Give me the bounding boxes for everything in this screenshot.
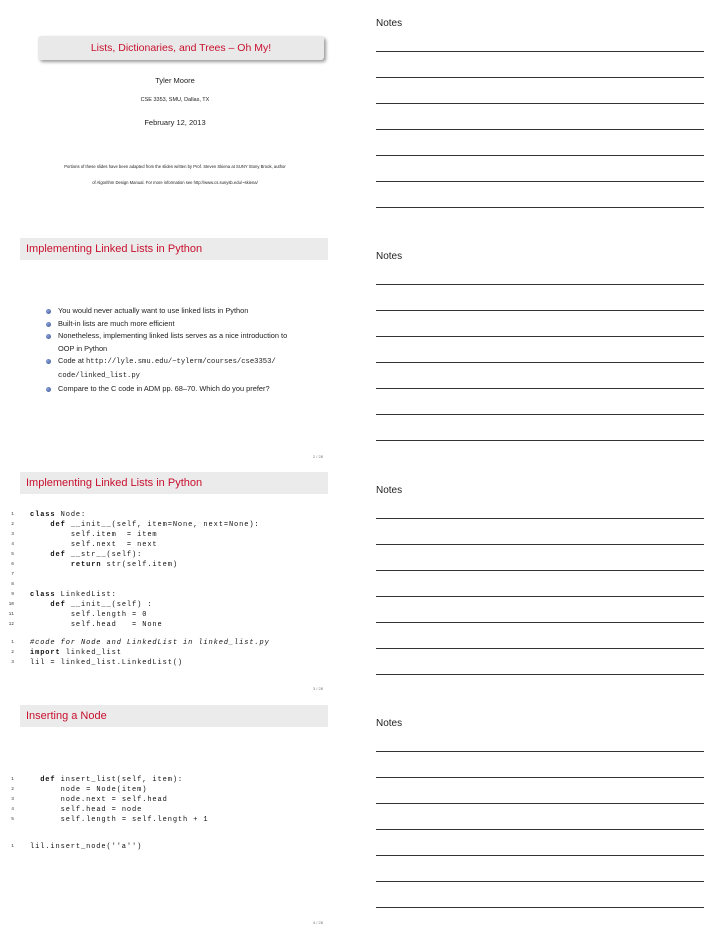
notes-line	[376, 855, 704, 856]
line-number: 1	[11, 640, 14, 645]
code-line: 3 lil = linked_list.LinkedList()	[30, 658, 270, 668]
code-line: 3 node.next = self.head	[30, 795, 209, 805]
notes-line	[376, 207, 704, 208]
page-number: 2 / 28	[313, 454, 324, 459]
notes-line	[376, 803, 704, 804]
notes-line	[376, 336, 704, 337]
notes-line	[376, 570, 704, 571]
notes-panel-1	[376, 0, 704, 230]
notes-line	[376, 362, 704, 363]
affiliation: CSE 3353, SMU, Dallas, TX	[140, 97, 210, 103]
notes-line	[376, 388, 704, 389]
code-line: 5 def __str__(self):	[30, 550, 260, 560]
bullet-list	[40, 305, 330, 395]
code-line: 4 self.head = node	[30, 805, 209, 815]
page-number: 4 / 28	[313, 920, 324, 925]
notes-line	[376, 518, 704, 519]
notes-line	[376, 777, 704, 778]
code-line: 4 self.next = next	[30, 540, 260, 550]
notes-line	[376, 596, 704, 597]
line-number: 6	[11, 562, 14, 567]
line-number: 8	[11, 582, 14, 587]
line-number: 9	[11, 592, 14, 597]
notes-line	[376, 77, 704, 78]
notes-line	[376, 310, 704, 311]
notes-line	[376, 103, 704, 104]
notes-label: Notes	[376, 251, 403, 262]
code-line: 12 self.head = None	[30, 620, 260, 630]
line-number: 1	[11, 512, 14, 517]
footnote-line-1: Portions of these slides have been adapted from the slides written by Prof. Steven Skiena at SUNY Stony Brook, author	[64, 164, 286, 169]
line-number: 2	[11, 650, 14, 655]
notes-line	[376, 648, 704, 649]
presentation-title: Lists, Dictionaries, and Trees – Oh My!	[38, 36, 324, 60]
line-number: 4	[11, 807, 14, 812]
code-line: 11 self.length = 0	[30, 610, 260, 620]
code-line	[11, 570, 260, 580]
code-line: 9 class LinkedList:	[30, 590, 260, 600]
code-block	[11, 775, 209, 825]
notes-line	[376, 907, 704, 908]
line-number: 10	[8, 602, 14, 607]
code-line: 6 return str(self.item)	[30, 560, 260, 570]
code-line: 5 self.length = self.length + 1	[30, 815, 209, 825]
code-block	[11, 842, 143, 852]
notes-line	[376, 751, 704, 752]
code-line	[11, 580, 260, 590]
notes-line	[376, 622, 704, 623]
notes-line	[376, 181, 704, 182]
list-item: Nonetheless, implementing linked lists serves as a nice introduction to OOP in Python	[40, 330, 330, 355]
line-number: 5	[11, 817, 14, 822]
code-block	[11, 638, 270, 668]
footnote-line-2: of Algorithm Design Manual. For more information see http://www.cs.sunysb.edu/~skiena/	[92, 180, 258, 185]
notes-label: Notes	[376, 18, 403, 29]
line-number: 3	[11, 797, 14, 802]
code-url: http://lyle.smu.edu/~tylerm/courses/cse3353/	[85, 358, 276, 367]
notes-panel-4	[376, 707, 704, 927]
line-number: 2	[11, 787, 14, 792]
date: February 12, 2013	[144, 118, 206, 127]
code-block	[8, 510, 260, 630]
list-item: Code at http://lyle.smu.edu/~tylerm/courses/cse3353/ code/linked_list.py	[40, 355, 330, 382]
bullet-icon	[46, 322, 51, 327]
line-number: 2	[11, 522, 14, 527]
list-item: Built-in lists are much more efficient	[40, 318, 330, 331]
notes-line	[376, 440, 704, 441]
notes-line	[376, 51, 704, 52]
line-number: 4	[11, 542, 14, 547]
notes-line	[376, 284, 704, 285]
notes-line	[376, 674, 704, 675]
code-line: 3 self.item = item	[30, 530, 260, 540]
list-item: Compare to the C code in ADM pp. 68–70. Which do you prefer?	[40, 383, 330, 396]
notes-line	[376, 129, 704, 130]
line-number: 1	[11, 844, 14, 849]
bullet-icon	[46, 359, 51, 364]
notes-line	[376, 829, 704, 830]
slide-title: Inserting a Node	[20, 705, 328, 727]
code-line: 2 import linked_list	[30, 648, 270, 658]
bullet-icon	[46, 334, 51, 339]
list-item: You would never actually want to use linked lists in Python	[40, 305, 330, 318]
slide-title: Implementing Linked Lists in Python	[20, 238, 328, 260]
notes-line	[376, 155, 704, 156]
code-line: 2 node = Node(item)	[30, 785, 209, 795]
line-number: 1	[11, 777, 14, 782]
line-number: 3	[11, 532, 14, 537]
code-line: 1 class Node:	[30, 510, 260, 520]
notes-label: Notes	[376, 718, 403, 729]
notes-panel-3	[376, 474, 704, 694]
line-number: 7	[11, 572, 14, 577]
notes-line	[376, 544, 704, 545]
line-number: 3	[11, 660, 14, 665]
notes-line	[376, 414, 704, 415]
code-line: 10 def __init__(self) :	[30, 600, 260, 610]
bullet-icon	[46, 309, 51, 314]
notes-line	[376, 881, 704, 882]
line-number: 12	[8, 622, 14, 627]
bullet-icon	[46, 387, 51, 392]
code-line: 2 def __init__(self, item=None, next=None):	[30, 520, 260, 530]
notes-panel-2	[376, 240, 704, 460]
code-line: 1 def insert_list(self, item):	[30, 775, 209, 785]
author: Tyler Moore	[155, 76, 195, 85]
code-line: 1 #code for Node and LinkedList in linked_list.py	[30, 638, 270, 648]
code-line: 1 lil.insert_node(''a'')	[30, 842, 142, 852]
line-number: 5	[11, 552, 14, 557]
page-number: 3 / 28	[313, 686, 324, 691]
notes-label: Notes	[376, 485, 403, 496]
slide-title: Implementing Linked Lists in Python	[20, 472, 328, 494]
line-number: 11	[8, 612, 14, 617]
